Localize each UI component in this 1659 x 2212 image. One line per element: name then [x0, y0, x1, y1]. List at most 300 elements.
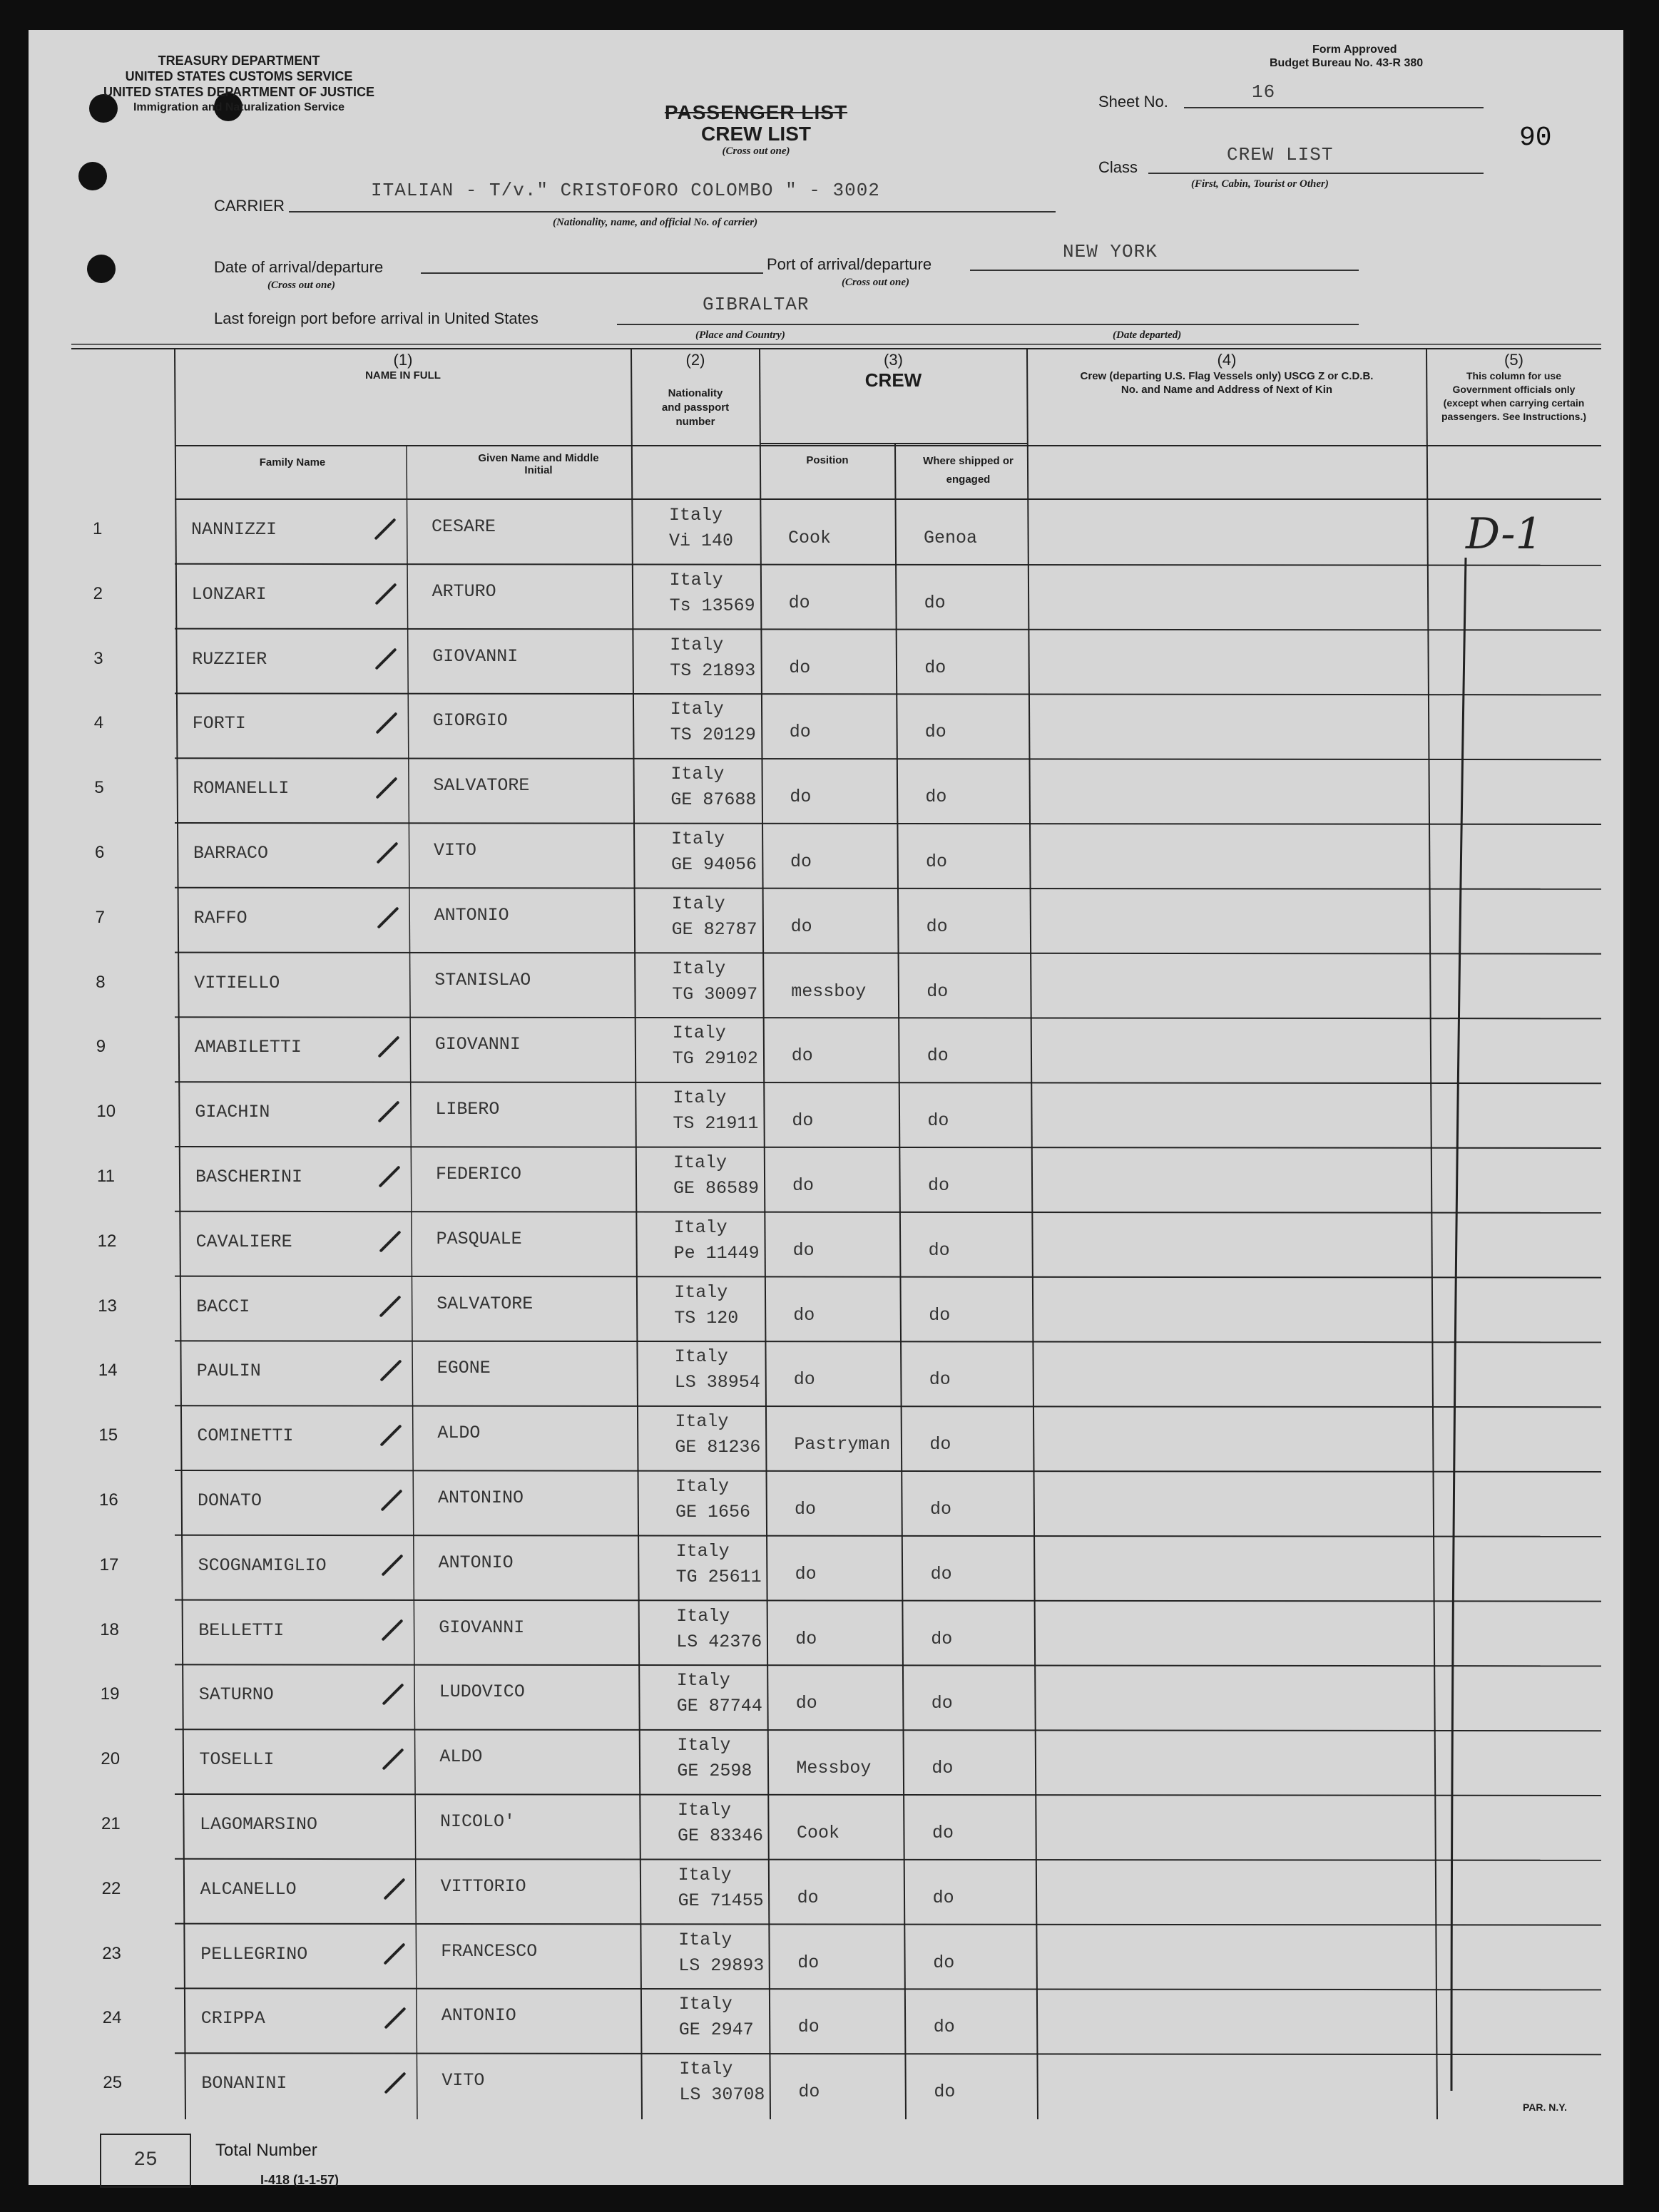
table-row: [71, 953, 1601, 1016]
col4-title: Crew (departing U.S. Flag Vessels only) USCG Z or C.D.B. No. and Name and Address of Next of Kin: [1080, 370, 1374, 396]
family-name: COMINETTI: [197, 1425, 294, 1447]
position: do: [788, 592, 810, 613]
last-port-value: GIBRALTAR: [703, 294, 810, 315]
table-row: [71, 1405, 1601, 1469]
family-name: BELLETTI: [198, 1619, 285, 1641]
family-name: GIACHIN: [195, 1102, 270, 1123]
table-row: [71, 693, 1601, 757]
row-number: 4: [93, 713, 104, 733]
col1-family-header: Family Name: [259, 456, 326, 468]
nationality: Italy: [670, 764, 725, 785]
nationality-passport: [678, 1930, 764, 1977]
table-row: [71, 1664, 1601, 1728]
check-mark: [382, 1748, 404, 1771]
position: do: [793, 1304, 815, 1326]
check-mark: [384, 2007, 406, 2029]
check-mark: [379, 1360, 402, 1382]
nationality-passport: [669, 505, 733, 552]
family-name: RUZZIER: [192, 648, 267, 670]
row-number: 21: [101, 1814, 121, 1833]
where-shipped: do: [927, 980, 949, 1002]
family-name: VITIELLO: [194, 972, 280, 993]
family-name: SCOGNAMIGLIO: [198, 1555, 327, 1576]
stamp-text: PAR. N.Y.: [1523, 2101, 1567, 2113]
family-name: RAFFO: [193, 907, 247, 928]
agency-line: TREASURY DEPARTMENT: [158, 53, 320, 68]
where-shipped: do: [929, 1369, 951, 1391]
nationality: Italy: [669, 569, 723, 590]
nationality: Italy: [671, 829, 725, 849]
col3-number: (3): [884, 351, 903, 369]
position: do: [790, 787, 812, 808]
position: do: [791, 1045, 813, 1067]
check-mark: [377, 1036, 399, 1058]
nationality-passport: [675, 1411, 760, 1458]
where-shipped: do: [934, 2082, 956, 2103]
date-hint: (Cross out one): [267, 280, 336, 291]
where-shipped: do: [930, 1499, 952, 1520]
nationality: Italy: [675, 1540, 730, 1562]
family-name: ROMANELLI: [193, 778, 290, 799]
passport-number: LS 29893: [678, 1955, 765, 1976]
given-name: GIOVANNI: [439, 1617, 525, 1638]
date-departed-hint: (Date departed): [1113, 329, 1182, 341]
given-name: CESARE: [432, 516, 496, 537]
position: do: [797, 1887, 819, 1908]
where-shipped: do: [930, 1563, 952, 1584]
where-shipped: do: [924, 592, 946, 613]
table-row: [71, 2053, 1601, 2116]
row-number: 11: [97, 1167, 115, 1186]
table-row: [71, 1924, 1601, 1987]
row-number: 3: [93, 648, 103, 668]
given-name: FRANCESCO: [441, 1940, 538, 1962]
passport-number: Ts 13569: [669, 595, 755, 616]
col1-number: (1): [393, 351, 413, 369]
given-name: GIORGIO: [432, 710, 508, 732]
where-shipped: do: [929, 1434, 951, 1455]
where-shipped: do: [933, 2017, 955, 2038]
where-shipped: do: [924, 657, 946, 678]
family-name: CAVALIERE: [195, 1231, 292, 1252]
row-number: 23: [102, 1943, 121, 1963]
sheet-value: 16: [1252, 81, 1276, 103]
passport-number: TG 30097: [672, 983, 758, 1005]
check-mark: [382, 1684, 404, 1706]
total-label: Total Number: [215, 2141, 317, 2160]
col5-header: [1426, 351, 1601, 424]
nationality-passport: [674, 1217, 760, 1264]
nationality-passport: [676, 1541, 762, 1588]
family-name: BASCHERINI: [195, 1167, 303, 1187]
family-name: AMABILETTI: [194, 1037, 302, 1058]
col3-header: [760, 351, 1027, 391]
nationality-passport: [673, 1023, 758, 1070]
table-row: [71, 1212, 1601, 1275]
given-name: EGONE: [437, 1358, 491, 1379]
row-number: 22: [101, 1878, 121, 1898]
row-number: 14: [98, 1361, 118, 1381]
nationality: Italy: [673, 1217, 728, 1238]
family-name: LONZARI: [191, 583, 267, 605]
passport-number: Vi 140: [669, 531, 734, 551]
col5-number: (5): [1504, 351, 1523, 369]
nationality: Italy: [675, 1411, 729, 1433]
nationality: Italy: [676, 1605, 730, 1627]
family-name: ALCANELLO: [200, 1878, 297, 1900]
where-shipped: do: [927, 1045, 949, 1067]
class-value: CREW LIST: [1227, 144, 1334, 165]
nationality: Italy: [678, 1929, 732, 1950]
where-shipped: do: [932, 1823, 954, 1843]
table-row: [71, 1794, 1601, 1858]
port-line: [970, 270, 1359, 271]
row-number: 17: [99, 1555, 119, 1574]
nationality: Italy: [678, 1864, 732, 1885]
where-shipped: do: [932, 1887, 954, 1908]
table-row: [71, 1988, 1601, 2052]
nationality-passport: [673, 1152, 759, 1199]
row-number: 7: [95, 907, 105, 927]
nationality-passport: [670, 570, 755, 617]
col1-title: NAME IN FULL: [365, 369, 441, 382]
carrier-value: ITALIAN - T/v." CRISTOFORO COLOMBO " - 3002: [371, 180, 880, 201]
table-row: [71, 1082, 1601, 1145]
family-name: SATURNO: [198, 1684, 274, 1706]
row-number: 24: [102, 2008, 122, 2028]
family-name: PELLEGRINO: [200, 1943, 308, 1965]
col5-title: This column for use Government officials only (except when carrying certain passengers. See Instructions.): [1441, 370, 1587, 422]
passport-number: GE 86589: [673, 1178, 760, 1199]
title-passenger: PASSENGER LIST: [664, 101, 848, 123]
passport-number: GE 87688: [670, 789, 757, 811]
where-shipped: do: [926, 916, 948, 937]
title-crew: CREW LIST: [701, 123, 811, 145]
table-row: [71, 1470, 1601, 1534]
last-port-line: [617, 324, 959, 325]
col1-header: [175, 351, 631, 382]
nationality-passport: [670, 635, 755, 682]
table-row: [71, 1017, 1601, 1080]
document-page: [29, 30, 1623, 2185]
given-name: ALDO: [439, 1746, 483, 1768]
position: do: [790, 916, 812, 937]
nationality: Italy: [671, 893, 725, 914]
page-number: 90: [1519, 123, 1552, 153]
col3-title: CREW: [864, 369, 922, 391]
approval-line: Budget Bureau No. 43-R 380: [1270, 57, 1424, 69]
table-row: [71, 1147, 1601, 1210]
passport-number: LS 42376: [676, 1631, 762, 1652]
agency-line: Immigration and Naturalization Service: [133, 101, 345, 113]
approval-line: Form Approved: [1312, 43, 1397, 56]
given-name: NICOLO': [440, 1811, 516, 1832]
date-departed-line: [956, 324, 1359, 325]
check-mark: [376, 841, 398, 864]
check-mark: [376, 777, 398, 799]
where-shipped: do: [929, 1304, 951, 1326]
nationality-passport: [671, 829, 757, 876]
nationality: Italy: [670, 634, 724, 655]
nationality: Italy: [674, 1281, 728, 1303]
carrier-label: CARRIER: [214, 197, 285, 215]
date-label: Date of arrival/departure: [214, 258, 384, 276]
check-mark: [380, 1489, 402, 1511]
nationality-passport: [673, 1087, 758, 1135]
table-row: [71, 758, 1601, 821]
carrier-hint: (Nationality, name, and official No. of carrier): [553, 217, 758, 228]
port-hint: (Cross out one): [842, 277, 910, 288]
nationality: Italy: [678, 1800, 732, 1821]
table-row: [71, 1535, 1601, 1599]
nationality-passport: [670, 764, 756, 811]
last-port-label: Last foreign port before arrival in United States: [214, 309, 538, 327]
where-shipped: do: [928, 1175, 950, 1196]
check-mark: [384, 1942, 406, 1965]
col4-number: (4): [1217, 351, 1237, 369]
nationality-passport: [677, 1670, 762, 1717]
given-name: VITO: [441, 2070, 485, 2091]
row-number: 8: [96, 972, 106, 992]
row-number: 20: [101, 1749, 121, 1769]
class-hint: (First, Cabin, Tourist or Other): [1191, 178, 1329, 190]
given-name: ANTONIO: [441, 2005, 516, 2027]
where-shipped: do: [931, 1758, 954, 1779]
col5-annotation: D-1: [1466, 509, 1543, 559]
agency-line: UNITED STATES CUSTOMS SERVICE: [125, 69, 353, 83]
col1-given-header: Given Name and Middle Initial: [478, 452, 599, 476]
family-name: BONANINI: [201, 2073, 287, 2094]
position: do: [789, 722, 811, 743]
position: do: [795, 1563, 817, 1584]
table-row: [71, 629, 1601, 692]
row-number: 16: [99, 1490, 118, 1510]
check-mark: [380, 1425, 402, 1447]
row-number: 2: [93, 583, 103, 603]
family-name: PAULIN: [196, 1361, 261, 1382]
class-label: Class: [1098, 158, 1138, 176]
col2-header: [631, 351, 760, 429]
nationality: Italy: [674, 1346, 728, 1368]
row-number: 13: [98, 1296, 117, 1316]
agency-block: [71, 53, 407, 116]
given-name: ANTONIO: [434, 904, 509, 926]
passport-number: GE 82787: [671, 918, 757, 940]
passport-number: GE 2598: [677, 1761, 752, 1782]
row-number: 10: [96, 1102, 116, 1122]
passport-number: Pe 11449: [673, 1242, 760, 1264]
check-mark: [382, 1619, 404, 1641]
nationality: Italy: [672, 1023, 726, 1044]
sheet-label: Sheet No.: [1098, 93, 1168, 111]
check-mark: [378, 1101, 400, 1123]
family-name: CRIPPA: [200, 2008, 265, 2029]
nationality-passport: [678, 1800, 763, 1847]
check-mark: [374, 518, 396, 540]
given-name: PASQUALE: [436, 1228, 522, 1249]
nationality-passport: [676, 1606, 762, 1653]
nationality: Italy: [676, 1670, 730, 1691]
position: do: [790, 851, 812, 872]
row-number: 1: [93, 519, 103, 538]
row-number: 12: [97, 1231, 117, 1251]
position: do: [795, 1693, 817, 1714]
position: do: [792, 1239, 815, 1261]
passport-number: LS 30708: [679, 2084, 765, 2106]
col2-title: Nationality and passport number: [661, 387, 730, 428]
nationality-passport: [675, 1346, 760, 1393]
check-mark: [377, 906, 399, 928]
passport-number: GE 71455: [678, 1890, 764, 1911]
passport-number: GE 1656: [675, 1502, 751, 1522]
position: do: [789, 657, 811, 678]
where-shipped: do: [927, 1110, 949, 1132]
position: do: [798, 2082, 820, 2103]
check-mark: [375, 647, 397, 670]
given-name: FEDERICO: [436, 1164, 522, 1184]
table-row: [71, 888, 1601, 951]
class-line: [1148, 173, 1484, 174]
position: do: [793, 1369, 815, 1391]
crew-table: [71, 344, 1601, 2119]
table-row: [71, 1600, 1601, 1664]
check-mark: [379, 1230, 401, 1252]
given-name: GIOVANNI: [434, 1034, 521, 1055]
where-shipped: do: [924, 722, 946, 743]
agency-line: UNITED STATES DEPARTMENT OF JUSTICE: [103, 85, 374, 99]
where-shipped: do: [933, 1952, 955, 1973]
position: do: [797, 2017, 820, 2038]
where-shipped: do: [925, 787, 947, 808]
form-number: I-418 (1-1-57): [260, 2173, 340, 2187]
check-mark: [384, 2072, 407, 2094]
passport-number: TG 29102: [672, 1048, 758, 1070]
col2-number: (2): [685, 351, 705, 369]
row-number: 6: [95, 843, 105, 862]
passport-number: TG 25611: [675, 1566, 762, 1587]
title-hint: (Cross out one): [722, 145, 790, 157]
title-block: [599, 101, 913, 158]
given-name: SALVATORE: [433, 775, 530, 797]
row-number: 9: [96, 1037, 106, 1057]
family-name: LAGOMARSINO: [200, 1814, 318, 1835]
where-shipped: do: [928, 1239, 950, 1261]
port-label: Port of arrival/departure: [767, 255, 932, 273]
passport-number: GE 87744: [676, 1696, 762, 1717]
position: Messboy: [796, 1758, 872, 1779]
family-name: BARRACO: [193, 843, 269, 864]
family-name: FORTI: [192, 713, 246, 734]
row-number: 18: [100, 1619, 119, 1639]
passport-number: TS 21911: [673, 1113, 759, 1135]
given-name: ANTONIO: [438, 1552, 514, 1573]
nationality: Italy: [672, 958, 726, 979]
position: do: [797, 1952, 820, 1973]
nationality: Italy: [669, 505, 723, 526]
position: Pastryman: [794, 1434, 891, 1455]
given-name: STANISLAO: [434, 969, 531, 990]
nationality: Italy: [677, 1735, 731, 1756]
date-line: [421, 272, 763, 274]
given-name: ANTONINO: [438, 1488, 524, 1508]
punch-hole: [87, 255, 116, 283]
passport-number: TS 20129: [670, 724, 756, 746]
table-row: [71, 1341, 1601, 1404]
approval-block: [1270, 43, 1498, 70]
nationality: Italy: [675, 1476, 730, 1497]
nationality-passport: [670, 699, 756, 746]
table-row: [71, 564, 1601, 628]
position: do: [792, 1175, 815, 1196]
family-name: TOSELLI: [199, 1749, 275, 1771]
check-mark: [378, 1165, 400, 1187]
passport-number: GE 83346: [678, 1826, 764, 1846]
position: do: [795, 1499, 817, 1520]
passport-number: TS 21893: [670, 660, 756, 681]
given-name: LIBERO: [435, 1099, 500, 1120]
row-number: 5: [94, 778, 104, 798]
total-value: 25: [100, 2134, 191, 2188]
table-row: [71, 823, 1601, 886]
last-port-hint: (Place and Country): [695, 329, 785, 341]
nationality: Italy: [673, 1152, 728, 1173]
position: Cook: [797, 1823, 840, 1843]
position: do: [795, 1628, 817, 1649]
table-row: [71, 1276, 1601, 1340]
sheet-line: [1184, 107, 1484, 108]
nationality-passport: [679, 1994, 754, 2041]
given-name: ARTURO: [432, 580, 496, 602]
passport-number: GE 2947: [678, 2019, 754, 2041]
nationality-passport: [679, 2059, 765, 2106]
given-name: GIOVANNI: [432, 645, 519, 667]
given-name: VITTORIO: [440, 1875, 526, 1897]
family-name: BACCI: [196, 1296, 250, 1317]
nationality: Italy: [679, 2059, 733, 2080]
col4-header: [1027, 351, 1426, 396]
passport-number: GE 81236: [675, 1437, 761, 1458]
position: Cook: [788, 528, 832, 548]
passport-number: LS 38954: [674, 1372, 760, 1393]
nationality: Italy: [678, 1994, 732, 2015]
punch-hole: [78, 162, 107, 190]
table-row: [71, 1859, 1601, 1922]
col3-where-header: Where shipped or engaged: [923, 455, 1014, 486]
row-number: 25: [103, 2073, 123, 2093]
given-name: SALVATORE: [437, 1293, 534, 1314]
family-name: DONATO: [198, 1490, 262, 1511]
where-shipped: Genoa: [924, 528, 978, 548]
check-mark: [379, 1295, 402, 1317]
port-value: NEW YORK: [1063, 241, 1158, 262]
nationality-passport: [675, 1476, 750, 1523]
nationality-passport: [678, 1865, 764, 1912]
given-name: ALDO: [437, 1423, 481, 1444]
table-row: [71, 499, 1601, 563]
nationality-passport: [672, 958, 757, 1005]
table-row: [71, 1729, 1601, 1793]
check-mark: [374, 583, 397, 605]
family-name: NANNIZZI: [191, 519, 277, 540]
row-number: 15: [98, 1425, 118, 1445]
position: do: [792, 1110, 814, 1132]
check-mark: [375, 712, 397, 734]
position: messboy: [791, 980, 867, 1002]
where-shipped: do: [926, 851, 948, 872]
check-mark: [383, 1878, 405, 1900]
passport-number: GE 94056: [671, 854, 757, 875]
nationality: Italy: [673, 1087, 727, 1109]
